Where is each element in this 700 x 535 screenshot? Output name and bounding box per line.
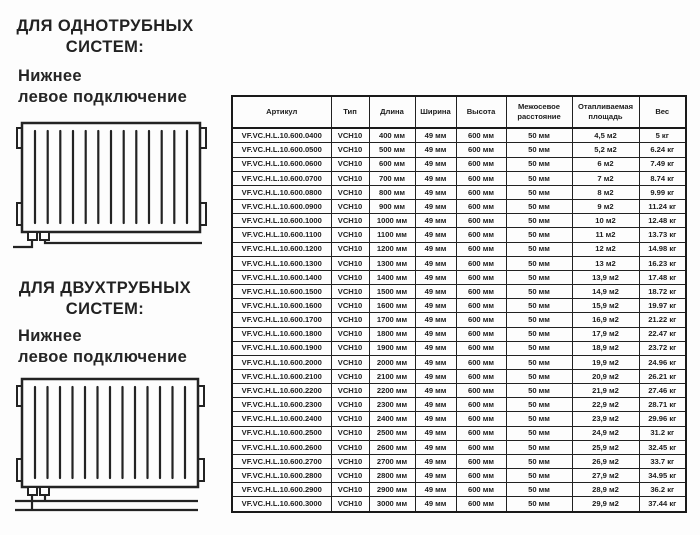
- cell-type: VCH10: [331, 398, 369, 412]
- table-row: [232, 426, 686, 440]
- cell-heated-area: 28,9 м2: [572, 483, 639, 497]
- two-pipe-connection-line1: Нижнее: [18, 327, 82, 345]
- table-row: [232, 384, 686, 398]
- cell-height: 600 мм: [456, 497, 506, 512]
- cell-weight: 6.24 кг: [639, 143, 686, 157]
- cell-article: VF.VC.H.L.10.600.0500: [232, 143, 331, 157]
- cell-weight: 7.49 кг: [639, 157, 686, 171]
- cell-weight: 28.71 кг: [639, 398, 686, 412]
- two-pipe-title-line1: ДЛЯ ДВУХТРУБНЫХ: [18, 279, 192, 297]
- table-row: [232, 270, 686, 284]
- table-row: [232, 214, 686, 228]
- cell-length: 1100 мм: [369, 228, 415, 242]
- table-row: [232, 341, 686, 355]
- cell-width: 49 мм: [415, 384, 456, 398]
- cell-height: 600 мм: [456, 327, 506, 341]
- cell-type: VCH10: [331, 384, 369, 398]
- cell-heated-area: 13,9 м2: [572, 270, 639, 284]
- cell-type: VCH10: [331, 369, 369, 383]
- cell-article: VF.VC.H.L.10.600.2400: [232, 412, 331, 426]
- cell-height: 600 мм: [456, 355, 506, 369]
- cell-heated-area: 9 м2: [572, 200, 639, 214]
- cell-weight: 12.48 кг: [639, 214, 686, 228]
- cell-height: 600 мм: [456, 469, 506, 483]
- cell-weight: 22.47 кг: [639, 327, 686, 341]
- cell-type: VCH10: [331, 454, 369, 468]
- cell-height: 600 мм: [456, 256, 506, 270]
- table-row: [232, 412, 686, 426]
- cell-article: VF.VC.H.L.10.600.3000: [232, 497, 331, 512]
- cell-type: VCH10: [331, 128, 369, 143]
- two-pipe-radiator-diagram: [5, 372, 215, 522]
- cell-length: 1500 мм: [369, 285, 415, 299]
- cell-axial-distance: 50 мм: [506, 171, 572, 185]
- cell-weight: 23.72 кг: [639, 341, 686, 355]
- cell-height: 600 мм: [456, 412, 506, 426]
- cell-heated-area: 19,9 м2: [572, 355, 639, 369]
- single-pipe-connection-label: [18, 66, 228, 107]
- single-pipe-connection-line2: левое подключение: [18, 87, 188, 106]
- cell-axial-distance: 50 мм: [506, 228, 572, 242]
- cell-axial-distance: 50 мм: [506, 384, 572, 398]
- col-header-height: Высота: [456, 96, 506, 128]
- cell-heated-area: 20,9 м2: [572, 369, 639, 383]
- cell-height: 600 мм: [456, 143, 506, 157]
- single-pipe-title-line2: СИСТЕМ:: [65, 38, 145, 56]
- cell-weight: 16.23 кг: [639, 256, 686, 270]
- table-row: [232, 128, 686, 143]
- cell-article: VF.VC.H.L.10.600.0600: [232, 157, 331, 171]
- cell-height: 600 мм: [456, 157, 506, 171]
- cell-article: VF.VC.H.L.10.600.1400: [232, 270, 331, 284]
- table-row: [232, 171, 686, 185]
- cell-height: 600 мм: [456, 270, 506, 284]
- cell-width: 49 мм: [415, 440, 456, 454]
- cell-weight: 24.96 кг: [639, 355, 686, 369]
- cell-axial-distance: 50 мм: [506, 469, 572, 483]
- cell-length: 3000 мм: [369, 497, 415, 512]
- cell-type: VCH10: [331, 341, 369, 355]
- single-pipe-section-title: [5, 16, 205, 58]
- cell-length: 2800 мм: [369, 469, 415, 483]
- spec-table-header: [232, 96, 686, 128]
- cell-heated-area: 4,5 м2: [572, 128, 639, 143]
- cell-height: 600 мм: [456, 214, 506, 228]
- cell-weight: 33.7 кг: [639, 454, 686, 468]
- table-row: [232, 440, 686, 454]
- cell-article: VF.VC.H.L.10.600.1500: [232, 285, 331, 299]
- table-row: [232, 242, 686, 256]
- table-row: [232, 299, 686, 313]
- cell-width: 49 мм: [415, 426, 456, 440]
- cell-axial-distance: 50 мм: [506, 327, 572, 341]
- cell-width: 49 мм: [415, 171, 456, 185]
- table-row: [232, 469, 686, 483]
- cell-heated-area: 11 м2: [572, 228, 639, 242]
- cell-weight: 31.2 кг: [639, 426, 686, 440]
- cell-article: VF.VC.H.L.10.600.2300: [232, 398, 331, 412]
- cell-article: VF.VC.H.L.10.600.2200: [232, 384, 331, 398]
- cell-height: 600 мм: [456, 171, 506, 185]
- cell-length: 1800 мм: [369, 327, 415, 341]
- cell-width: 49 мм: [415, 200, 456, 214]
- table-row: [232, 285, 686, 299]
- cell-heated-area: 5,2 м2: [572, 143, 639, 157]
- cell-height: 600 мм: [456, 384, 506, 398]
- cell-article: VF.VC.H.L.10.600.1600: [232, 299, 331, 313]
- cell-heated-area: 12 м2: [572, 242, 639, 256]
- cell-weight: 5 кг: [639, 128, 686, 143]
- cell-length: 1300 мм: [369, 256, 415, 270]
- cell-width: 49 мм: [415, 242, 456, 256]
- cell-article: VF.VC.H.L.10.600.2900: [232, 483, 331, 497]
- cell-width: 49 мм: [415, 497, 456, 512]
- cell-width: 49 мм: [415, 483, 456, 497]
- cell-height: 600 мм: [456, 185, 506, 199]
- cell-width: 49 мм: [415, 285, 456, 299]
- table-row: [232, 497, 686, 512]
- cell-height: 600 мм: [456, 313, 506, 327]
- table-row: [232, 454, 686, 468]
- cell-type: VCH10: [331, 214, 369, 228]
- cell-weight: 37.44 кг: [639, 497, 686, 512]
- cell-heated-area: 17,9 м2: [572, 327, 639, 341]
- cell-heated-area: 13 м2: [572, 256, 639, 270]
- cell-length: 600 мм: [369, 157, 415, 171]
- single-pipe-lines: [13, 240, 202, 247]
- table-row: [232, 157, 686, 171]
- cell-heated-area: 25,9 м2: [572, 440, 639, 454]
- cell-type: VCH10: [331, 228, 369, 242]
- two-pipe-connection-label: [18, 326, 228, 367]
- cell-type: VCH10: [331, 469, 369, 483]
- cell-type: VCH10: [331, 412, 369, 426]
- cell-width: 49 мм: [415, 398, 456, 412]
- cell-article: VF.VC.H.L.10.600.0800: [232, 185, 331, 199]
- cell-axial-distance: 50 мм: [506, 270, 572, 284]
- cell-axial-distance: 50 мм: [506, 242, 572, 256]
- cell-type: VCH10: [331, 185, 369, 199]
- cell-weight: 19.97 кг: [639, 299, 686, 313]
- cell-length: 2000 мм: [369, 355, 415, 369]
- table-row: [232, 256, 686, 270]
- cell-axial-distance: 50 мм: [506, 185, 572, 199]
- cell-heated-area: 29,9 м2: [572, 497, 639, 512]
- cell-width: 49 мм: [415, 214, 456, 228]
- cell-width: 49 мм: [415, 327, 456, 341]
- cell-article: VF.VC.H.L.10.600.1100: [232, 228, 331, 242]
- cell-width: 49 мм: [415, 256, 456, 270]
- col-header-article: Артикул: [232, 96, 331, 128]
- cell-axial-distance: 50 мм: [506, 412, 572, 426]
- cell-width: 49 мм: [415, 355, 456, 369]
- cell-width: 49 мм: [415, 469, 456, 483]
- cell-length: 1900 мм: [369, 341, 415, 355]
- cell-width: 49 мм: [415, 299, 456, 313]
- col-header-axial-distance: Межосевое расстояние: [506, 96, 572, 128]
- cell-weight: 9.99 кг: [639, 185, 686, 199]
- cell-weight: 34.95 кг: [639, 469, 686, 483]
- cell-length: 2100 мм: [369, 369, 415, 383]
- table-row: [232, 355, 686, 369]
- cell-height: 600 мм: [456, 128, 506, 143]
- single-pipe-title-line1: ДЛЯ ОДНОТРУБНЫХ: [16, 17, 194, 35]
- table-row: [232, 200, 686, 214]
- cell-axial-distance: 50 мм: [506, 454, 572, 468]
- cell-weight: 8.74 кг: [639, 171, 686, 185]
- cell-axial-distance: 50 мм: [506, 426, 572, 440]
- cell-axial-distance: 50 мм: [506, 355, 572, 369]
- cell-type: VCH10: [331, 299, 369, 313]
- cell-heated-area: 22,9 м2: [572, 398, 639, 412]
- cell-heated-area: 27,9 м2: [572, 469, 639, 483]
- header-row: [232, 96, 686, 128]
- cell-width: 49 мм: [415, 128, 456, 143]
- cell-type: VCH10: [331, 242, 369, 256]
- cell-article: VF.VC.H.L.10.600.0900: [232, 200, 331, 214]
- cell-article: VF.VC.H.L.10.600.2000: [232, 355, 331, 369]
- cell-height: 600 мм: [456, 299, 506, 313]
- cell-article: VF.VC.H.L.10.600.2800: [232, 469, 331, 483]
- cell-heated-area: 15,9 м2: [572, 299, 639, 313]
- cell-weight: 29.96 кг: [639, 412, 686, 426]
- cell-type: VCH10: [331, 157, 369, 171]
- cell-article: VF.VC.H.L.10.600.2100: [232, 369, 331, 383]
- cell-length: 500 мм: [369, 143, 415, 157]
- col-header-type: Тип: [331, 96, 369, 128]
- col-header-width: Ширина: [415, 96, 456, 128]
- cell-length: 2400 мм: [369, 412, 415, 426]
- table-row: [232, 228, 686, 242]
- col-header-length: Длина: [369, 96, 415, 128]
- cell-weight: 13.73 кг: [639, 228, 686, 242]
- cell-heated-area: 14,9 м2: [572, 285, 639, 299]
- cell-axial-distance: 50 мм: [506, 313, 572, 327]
- cell-axial-distance: 50 мм: [506, 398, 572, 412]
- cell-type: VCH10: [331, 285, 369, 299]
- table-row: [232, 185, 686, 199]
- cell-article: VF.VC.H.L.10.600.1000: [232, 214, 331, 228]
- table-row: [232, 327, 686, 341]
- cell-width: 49 мм: [415, 454, 456, 468]
- cell-type: VCH10: [331, 143, 369, 157]
- cell-height: 600 мм: [456, 454, 506, 468]
- cell-length: 900 мм: [369, 200, 415, 214]
- cell-axial-distance: 50 мм: [506, 483, 572, 497]
- table-row: [232, 313, 686, 327]
- cell-width: 49 мм: [415, 157, 456, 171]
- cell-height: 600 мм: [456, 341, 506, 355]
- cell-height: 600 мм: [456, 440, 506, 454]
- cell-axial-distance: 50 мм: [506, 440, 572, 454]
- cell-weight: 32.45 кг: [639, 440, 686, 454]
- cell-heated-area: 18,9 м2: [572, 341, 639, 355]
- cell-length: 2600 мм: [369, 440, 415, 454]
- cell-height: 600 мм: [456, 426, 506, 440]
- cell-type: VCH10: [331, 497, 369, 512]
- cell-type: VCH10: [331, 327, 369, 341]
- cell-weight: 14.98 кг: [639, 242, 686, 256]
- cell-axial-distance: 50 мм: [506, 143, 572, 157]
- cell-type: VCH10: [331, 270, 369, 284]
- cell-type: VCH10: [331, 440, 369, 454]
- cell-type: VCH10: [331, 483, 369, 497]
- cell-height: 600 мм: [456, 369, 506, 383]
- cell-article: VF.VC.H.L.10.600.1900: [232, 341, 331, 355]
- col-header-weight: Вес: [639, 96, 686, 128]
- cell-length: 1700 мм: [369, 313, 415, 327]
- cell-heated-area: 7 м2: [572, 171, 639, 185]
- cell-length: 2300 мм: [369, 398, 415, 412]
- cell-axial-distance: 50 мм: [506, 128, 572, 143]
- cell-article: VF.VC.H.L.10.600.0700: [232, 171, 331, 185]
- cell-article: VF.VC.H.L.10.600.1300: [232, 256, 331, 270]
- radiator-spec-table: [231, 95, 687, 513]
- cell-article: VF.VC.H.L.10.600.2700: [232, 454, 331, 468]
- cell-heated-area: 16,9 м2: [572, 313, 639, 327]
- cell-width: 49 мм: [415, 369, 456, 383]
- cell-length: 800 мм: [369, 185, 415, 199]
- cell-width: 49 мм: [415, 228, 456, 242]
- cell-axial-distance: 50 мм: [506, 497, 572, 512]
- single-pipe-radiator-diagram: [5, 116, 215, 256]
- cell-weight: 18.72 кг: [639, 285, 686, 299]
- cell-length: 1600 мм: [369, 299, 415, 313]
- cell-axial-distance: 50 мм: [506, 200, 572, 214]
- cell-height: 600 мм: [456, 285, 506, 299]
- cell-type: VCH10: [331, 426, 369, 440]
- cell-axial-distance: 50 мм: [506, 299, 572, 313]
- two-pipe-lines: [15, 495, 198, 510]
- cell-length: 1400 мм: [369, 270, 415, 284]
- cell-height: 600 мм: [456, 398, 506, 412]
- cell-length: 400 мм: [369, 128, 415, 143]
- spec-table-body: [232, 128, 686, 512]
- cell-article: VF.VC.H.L.10.600.1700: [232, 313, 331, 327]
- cell-axial-distance: 50 мм: [506, 256, 572, 270]
- cell-width: 49 мм: [415, 341, 456, 355]
- cell-height: 600 мм: [456, 228, 506, 242]
- cell-type: VCH10: [331, 313, 369, 327]
- cell-length: 1000 мм: [369, 214, 415, 228]
- cell-article: VF.VC.H.L.10.600.2600: [232, 440, 331, 454]
- table-row: [232, 398, 686, 412]
- cell-heated-area: 26,9 м2: [572, 454, 639, 468]
- cell-type: VCH10: [331, 171, 369, 185]
- two-pipe-connection-line2: левое подключение: [18, 347, 188, 366]
- cell-height: 600 мм: [456, 483, 506, 497]
- cell-width: 49 мм: [415, 313, 456, 327]
- col-header-heated-area: Отапливаемая площадь: [572, 96, 639, 128]
- cell-width: 49 мм: [415, 185, 456, 199]
- cell-weight: 11.24 кг: [639, 200, 686, 214]
- cell-axial-distance: 50 мм: [506, 285, 572, 299]
- cell-heated-area: 21,9 м2: [572, 384, 639, 398]
- table-row: [232, 143, 686, 157]
- cell-width: 49 мм: [415, 412, 456, 426]
- table-row: [232, 369, 686, 383]
- cell-weight: 17.48 кг: [639, 270, 686, 284]
- cell-heated-area: 23,9 м2: [572, 412, 639, 426]
- cell-weight: 36.2 кг: [639, 483, 686, 497]
- cell-width: 49 мм: [415, 270, 456, 284]
- table-row: [232, 483, 686, 497]
- cell-weight: 27.46 кг: [639, 384, 686, 398]
- cell-article: VF.VC.H.L.10.600.1800: [232, 327, 331, 341]
- cell-axial-distance: 50 мм: [506, 369, 572, 383]
- cell-article: VF.VC.H.L.10.600.0400: [232, 128, 331, 143]
- cell-type: VCH10: [331, 355, 369, 369]
- two-pipe-title-line2: СИСТЕМ:: [65, 300, 145, 318]
- cell-length: 2500 мм: [369, 426, 415, 440]
- cell-axial-distance: 50 мм: [506, 157, 572, 171]
- cell-length: 2900 мм: [369, 483, 415, 497]
- cell-type: VCH10: [331, 200, 369, 214]
- cell-type: VCH10: [331, 256, 369, 270]
- two-pipe-section-title: [5, 278, 205, 320]
- single-pipe-connection-line1: Нижнее: [18, 67, 82, 85]
- cell-heated-area: 24,9 м2: [572, 426, 639, 440]
- cell-weight: 21.22 кг: [639, 313, 686, 327]
- cell-width: 49 мм: [415, 143, 456, 157]
- cell-length: 2200 мм: [369, 384, 415, 398]
- cell-axial-distance: 50 мм: [506, 214, 572, 228]
- cell-height: 600 мм: [456, 242, 506, 256]
- cell-height: 600 мм: [456, 200, 506, 214]
- cell-length: 2700 мм: [369, 454, 415, 468]
- cell-weight: 26.21 кг: [639, 369, 686, 383]
- cell-heated-area: 6 м2: [572, 157, 639, 171]
- cell-axial-distance: 50 мм: [506, 341, 572, 355]
- cell-length: 700 мм: [369, 171, 415, 185]
- cell-length: 1200 мм: [369, 242, 415, 256]
- cell-heated-area: 8 м2: [572, 185, 639, 199]
- cell-heated-area: 10 м2: [572, 214, 639, 228]
- cell-article: VF.VC.H.L.10.600.2500: [232, 426, 331, 440]
- cell-article: VF.VC.H.L.10.600.1200: [232, 242, 331, 256]
